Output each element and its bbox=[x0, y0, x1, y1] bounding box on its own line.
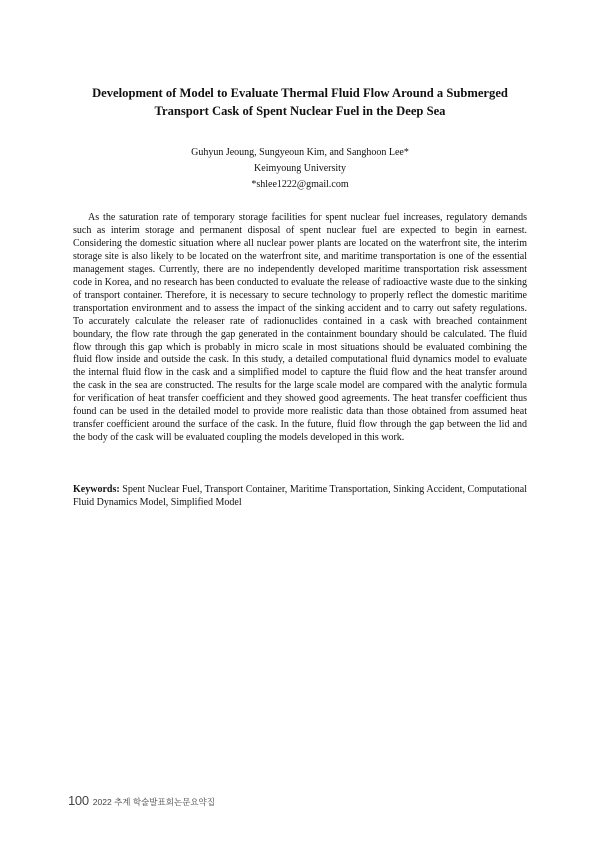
affiliation: Keimyoung University bbox=[254, 163, 346, 174]
page-number: 100 bbox=[68, 793, 89, 808]
page-footer bbox=[68, 792, 215, 810]
title-line-2: Transport Cask of Spent Nuclear Fuel in the Deep Sea bbox=[154, 104, 446, 118]
keywords-list: Spent Nuclear Fuel, Transport Container, Maritime Transportation, Sinking Accident, Computational Fluid Dynamics Model, Simplified Model bbox=[73, 484, 527, 508]
keywords-label: Keywords: bbox=[73, 484, 120, 495]
paper-title bbox=[60, 84, 540, 120]
author-list: Guhyun Jeoung, Sungyeoun Kim, and Sanghoon Lee* bbox=[191, 147, 409, 158]
keywords-paragraph bbox=[73, 483, 527, 509]
abstract-text: As the saturation rate of temporary storage facilities for spent nuclear fuel increases, regulatory demands such as interim storage and permanent disposal of spent nuclear fuel are expected to begin in earnest. Considering the domestic situation where all nuclear power plants are located on the waterfront site, the interim storage site is also likely to be located on the waterfront site, and maritime transportation is one of the essential management stages. Currently, there are no independently developed maritime transportation risk assessment code in Korea, and no research has been conducted to evaluate the release of radioactive waste due to the sinking of transport container. Therefore, it is necessary to secure technology to properly reflect the domestic maritime transportation environment and to assess the impact of the sinking accident and to carry out safety regulations. To accurately calculate the releaser rate of radionuclides contained in a cask with breached containment boundary, the flow rate through the gap generated in the containment boundary should be calculated. The fluid flow through this gap which is probably in micro scale in most situations should be evaluated combining the fluid flow inside and outside the cask. In this study, a detailed computational fluid dynamics model to evaluate the internal fluid flow in the cask and a simplified model to capture the fluid flow and the heat transfer around the cask in the sea are constructed. The results for the large scale model are compared with the analytic formula for verification of heat transfer coefficient and they showed good agreements. The heat transfer coefficient thus found can be used in the detailed model to provide more realistic data than those obtained from assumed heat transfer coefficient around the surface of the cask. In the future, fluid flow through the gap between the lid and the body of the cask will be evaluated coupling the models developed in this work. bbox=[73, 212, 527, 444]
proceedings-name: 2022 추계 학술발표회논문요약집 bbox=[92, 797, 215, 807]
title-line-1: Development of Model to Evaluate Thermal Fluid Flow Around a Submerged bbox=[92, 86, 508, 100]
corresponding-email: *shlee1222@gmail.com bbox=[251, 179, 349, 190]
